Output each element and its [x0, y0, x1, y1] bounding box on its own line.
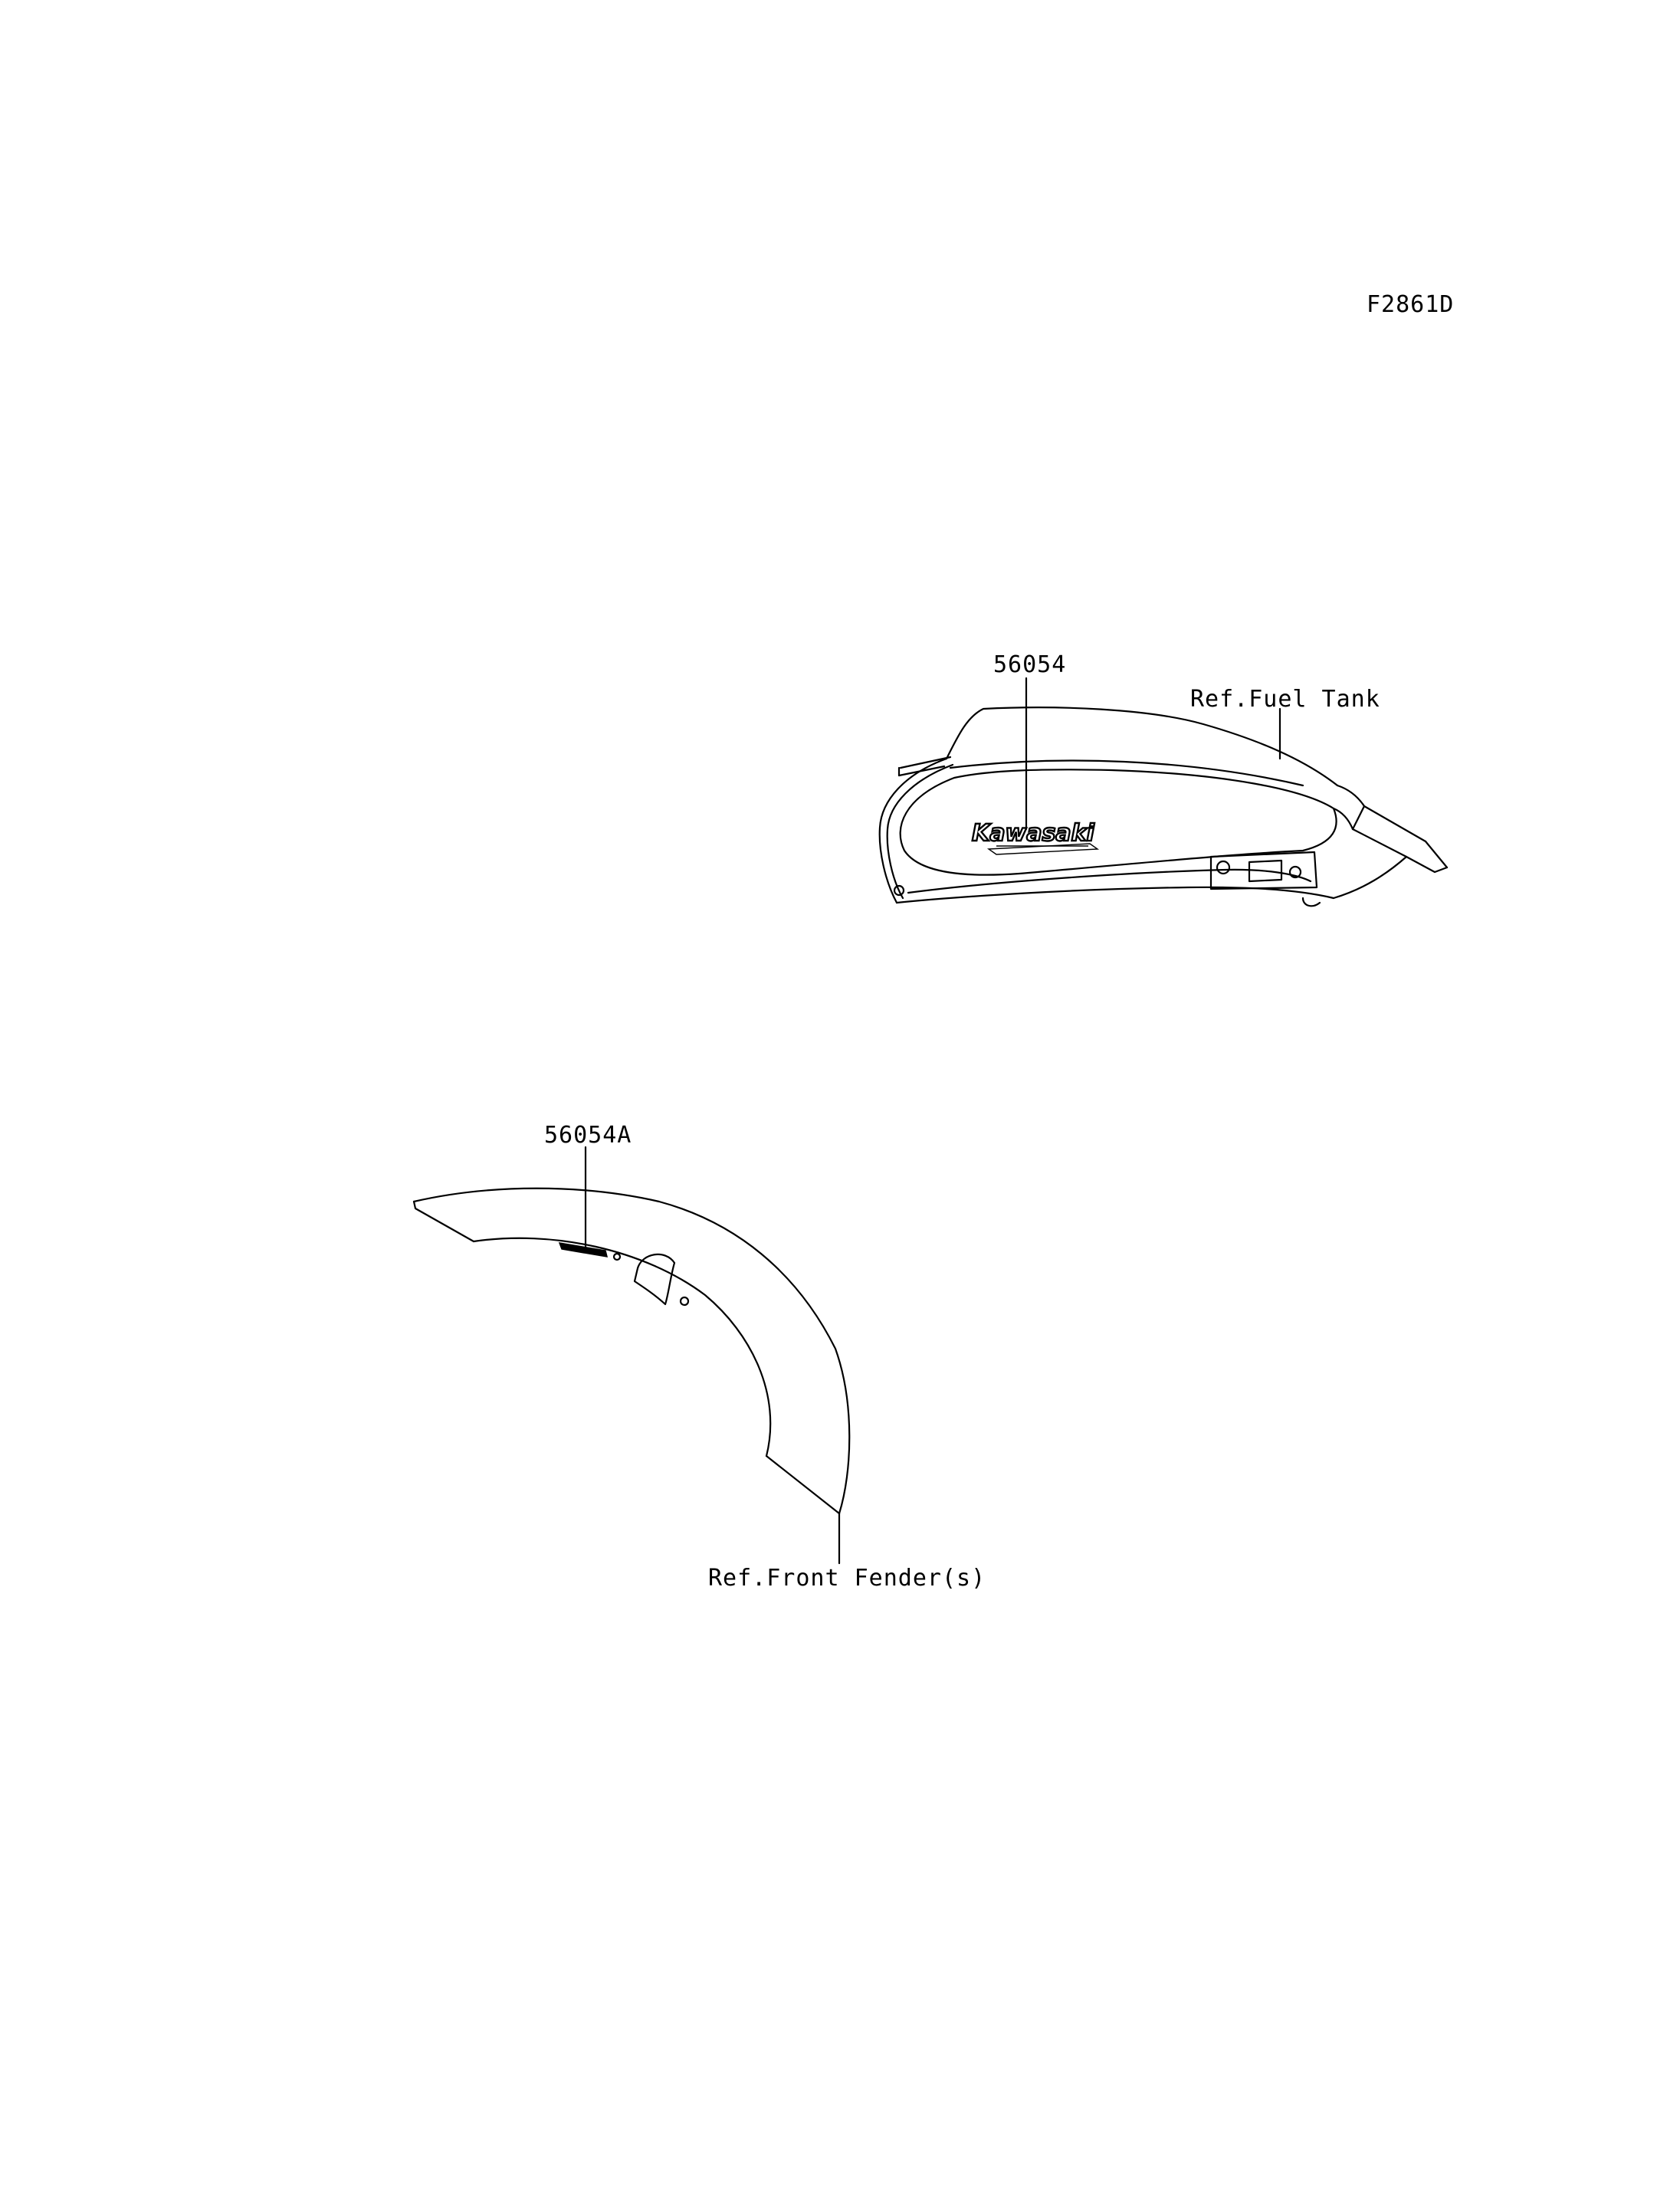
kawasaki-emblem: [972, 820, 1098, 854]
ref-fuel-tank-label: Ref.Fuel Tank: [1190, 686, 1380, 713]
ref-front-fender-label: Ref.Front Fender(s): [708, 1565, 986, 1592]
part-number-56054[interactable]: 56054: [993, 651, 1067, 678]
fuel-tank-drawing: [880, 707, 1447, 906]
front-fender-drawing: [414, 1189, 849, 1513]
diagram-id: F2861D: [1367, 291, 1455, 318]
part-number-56054A[interactable]: 56054A: [544, 1122, 632, 1149]
emblem-text: Kawasaki: [972, 820, 1094, 847]
fender-decal: [559, 1243, 607, 1257]
